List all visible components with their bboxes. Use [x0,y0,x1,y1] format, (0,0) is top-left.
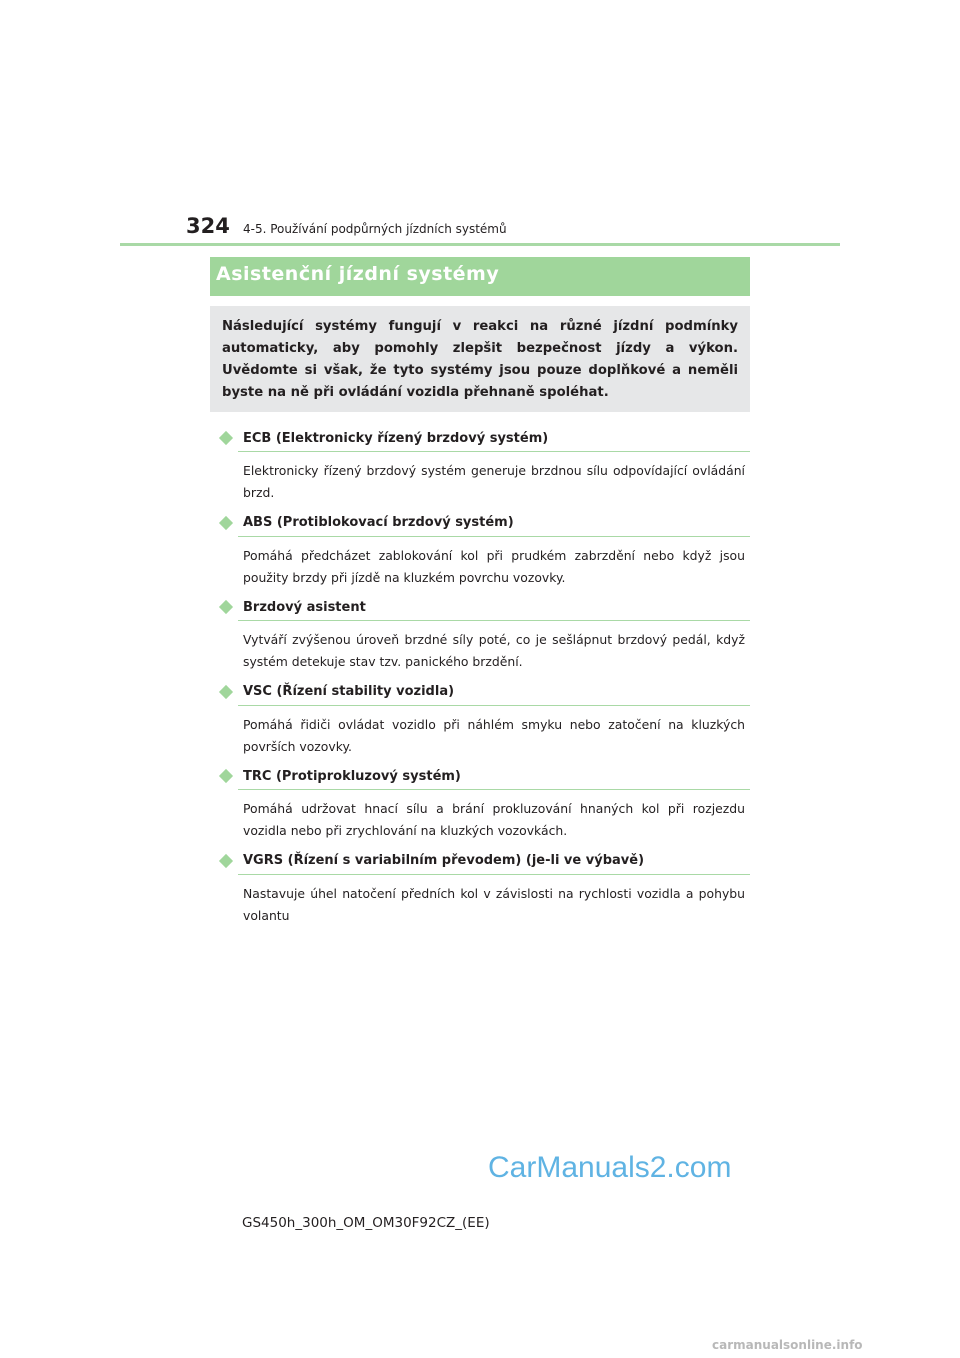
item-heading [218,851,750,871]
item-title: VGRS (Řízení s variabilním převodem) (je-li ve výbavě) [243,853,645,868]
document-code: GS450h_300h_OM_OM30F92CZ_(EE) [242,1215,490,1231]
list-item [218,766,750,851]
list-item [218,428,750,513]
header-divider [120,243,840,246]
item-title: VSC (Řízení stability vozidla) [243,684,455,699]
intro-text: Následující systémy fungují v reakci na různé jízdní podmínky automaticky, aby pomohly zlepšit bezpečnost jízdy a výkon. Uvědomte si však, že tyto systémy jsou pouze doplňkové a neměli byste na ně při ovládání vozidla přehnaně spoléhat. [222,319,738,400]
site-watermark: carmanualsonline.info [712,1338,863,1352]
list-item [218,513,750,598]
section-title: Asistenční jízdní systémy [216,263,500,285]
list-item [218,597,750,682]
item-description: Vytváří zvýšenou úroveň brzdné síly poté, co je sešlápnut brzdový pedál, když systém detekuje stav tzv. panického brzdění. [243,632,745,669]
item-heading [218,428,750,448]
system-list [218,428,750,935]
diamond-bullet-icon [219,684,233,698]
chapter-title: 4-5. Používání podpůrných jízdních systémů [243,222,507,236]
item-divider [238,536,750,537]
item-heading [218,597,750,617]
watermark-logo: CarManuals2.com [488,1151,732,1184]
item-title: Brzdový asistent [243,599,366,615]
intro-box [210,306,750,412]
list-item [218,682,750,767]
item-divider [238,789,750,790]
item-title: TRC (Protiprokluzový systém) [243,768,461,784]
item-description: Pomáhá předcházet zablokování kol při prudkém zabrzdění nebo když jsou použity brzdy při jízdě na kluzkém povrchu vozovky. [243,547,745,585]
item-description: Nastavuje úhel natočení předních kol v závislosti na rychlosti vozidla a pohybu volantu [243,885,745,923]
section-header-bar [210,257,750,296]
item-heading [218,766,750,786]
item-description: Pomáhá udržovat hnací sílu a brání prokluzování hnaných kol při rozjezdu vozidla nebo při zrychlování na kluzkých vozovkách. [243,801,745,838]
diamond-bullet-icon [219,431,233,445]
item-divider [238,705,750,706]
item-divider [238,874,750,875]
item-description: Elektronicky řízený brzdový systém generuje brzdnou sílu odpovídající ovládání brzd. [243,463,745,500]
list-item [218,851,750,936]
item-title: ABS (Protiblokovací brzdový systém) [243,515,514,530]
item-heading [218,682,750,702]
item-heading [218,513,750,533]
page-number: 324 [186,214,230,238]
item-divider [238,620,750,621]
diamond-bullet-icon [219,515,233,529]
item-title: ECB (Elektronicky řízený brzdový systém) [243,430,549,446]
diamond-bullet-icon [219,853,233,867]
diamond-bullet-icon [219,769,233,783]
item-description: Pomáhá řidiči ovládat vozidlo při náhlém smyku nebo zatočení na kluzkých površích vozovky. [243,716,745,754]
item-divider [238,451,750,452]
diamond-bullet-icon [219,600,233,614]
